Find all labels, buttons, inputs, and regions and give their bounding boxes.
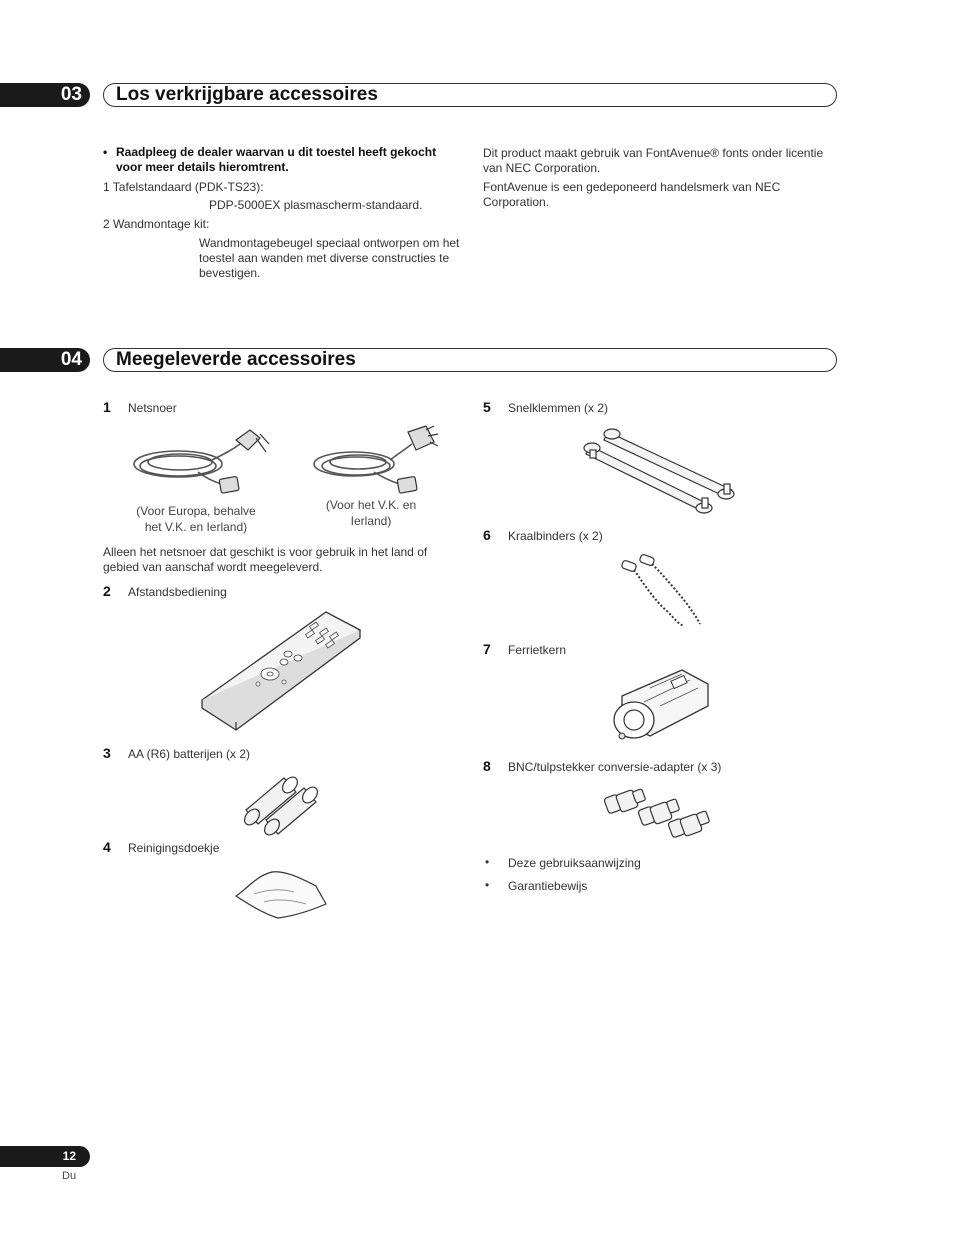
fontavenue-license: Dit product maakt gebruik van FontAvenue® fonts onder licentie van NEC Corporation. bbox=[483, 146, 824, 175]
item-3-number: 3 bbox=[103, 745, 111, 761]
item-3-label: AA (R6) batterijen (x 2) bbox=[128, 747, 251, 761]
chapter-title-04: Meegeleverde accessoires bbox=[116, 349, 356, 370]
cord-caption-eu: (Voor Europa, behalve het V.K. en Ierland) bbox=[136, 504, 256, 534]
bnc-adapters-illustration bbox=[604, 786, 718, 842]
page-number-tab bbox=[0, 1146, 90, 1167]
chapter-number-04: 04 bbox=[0, 348, 90, 372]
batteries-illustration bbox=[240, 770, 322, 832]
dealer-note: • Raadpleeg de dealer waarvan u dit toestel heeft gekocht voor meer details hieromtrent. bbox=[103, 145, 437, 174]
item-5-number: 5 bbox=[483, 399, 491, 415]
bullet-manual: Deze gebruiksaanwijzing bbox=[508, 856, 641, 870]
speed-clamps-illustration bbox=[582, 424, 740, 516]
bullet-dot: • bbox=[485, 855, 490, 869]
chapter-heading-03 bbox=[103, 83, 837, 107]
item-7-number: 7 bbox=[483, 641, 491, 657]
schuko-plug bbox=[236, 430, 260, 450]
item-6-label: Kraalbinders (x 2) bbox=[508, 529, 603, 543]
power-cord-uk-illustration bbox=[308, 422, 450, 494]
power-cord-eu-illustration bbox=[128, 424, 270, 496]
optional-item-2-desc: Wandmontagebeugel speciaal ontworpen om het toestel aan wanden met diverse constructies te bevestigen. bbox=[199, 236, 460, 280]
remote-control-illustration bbox=[196, 608, 366, 732]
item-4-label: Reinigingsdoekje bbox=[128, 841, 220, 855]
item-7-label: Ferrietkern bbox=[508, 643, 567, 657]
item-8-label: BNC/tulpstekker conversie-adapter (x 3) bbox=[508, 760, 722, 774]
uk-plug bbox=[408, 426, 434, 450]
chapter-number-03: 03 bbox=[0, 83, 90, 107]
page-number: 12 bbox=[62, 1149, 76, 1163]
iec-connector bbox=[219, 476, 239, 493]
language-code: Du bbox=[62, 1170, 77, 1182]
chapter-title-03: Los verkrijgbare accessoires bbox=[116, 84, 378, 105]
item-6-number: 6 bbox=[483, 527, 491, 543]
cleaning-cloth-illustration bbox=[234, 868, 328, 920]
optional-item-1-label: 1 Tafelstandaard (PDK-TS23): bbox=[103, 180, 264, 194]
bullet-dot: • bbox=[103, 145, 108, 159]
optional-item-2-label: 2 Wandmontage kit: bbox=[103, 217, 210, 231]
item-2-label: Afstandsbediening bbox=[128, 585, 227, 599]
optional-item-1-desc: PDP-5000EX plasmascherm-standaard. bbox=[209, 198, 423, 212]
item-1-label: Netsnoer bbox=[128, 401, 177, 415]
item-4-number: 4 bbox=[103, 839, 111, 855]
item-1-number: 1 bbox=[103, 399, 111, 415]
chapter-heading-04 bbox=[103, 348, 837, 372]
ferrite-core-illustration bbox=[610, 666, 712, 744]
bullet-dot: • bbox=[485, 878, 490, 892]
item-5-label: Snelklemmen (x 2) bbox=[508, 401, 609, 415]
item-2-number: 2 bbox=[103, 583, 111, 599]
iec-connector bbox=[397, 476, 417, 493]
cord-caption-uk: (Voor het V.K. en Ierland) bbox=[325, 498, 417, 528]
item-8-number: 8 bbox=[483, 758, 491, 774]
fontavenue-trademark: FontAvenue is een gedeponeerd handelsmerk van NEC Corporation. bbox=[483, 180, 781, 209]
bullet-warranty: Garantiebewijs bbox=[508, 879, 588, 893]
bead-bands-illustration bbox=[618, 554, 704, 630]
cord-note: Alleen het netsnoer dat geschikt is voor gebruik in het land of gebied van aanschaf wordt meegeleverd. bbox=[103, 545, 428, 574]
